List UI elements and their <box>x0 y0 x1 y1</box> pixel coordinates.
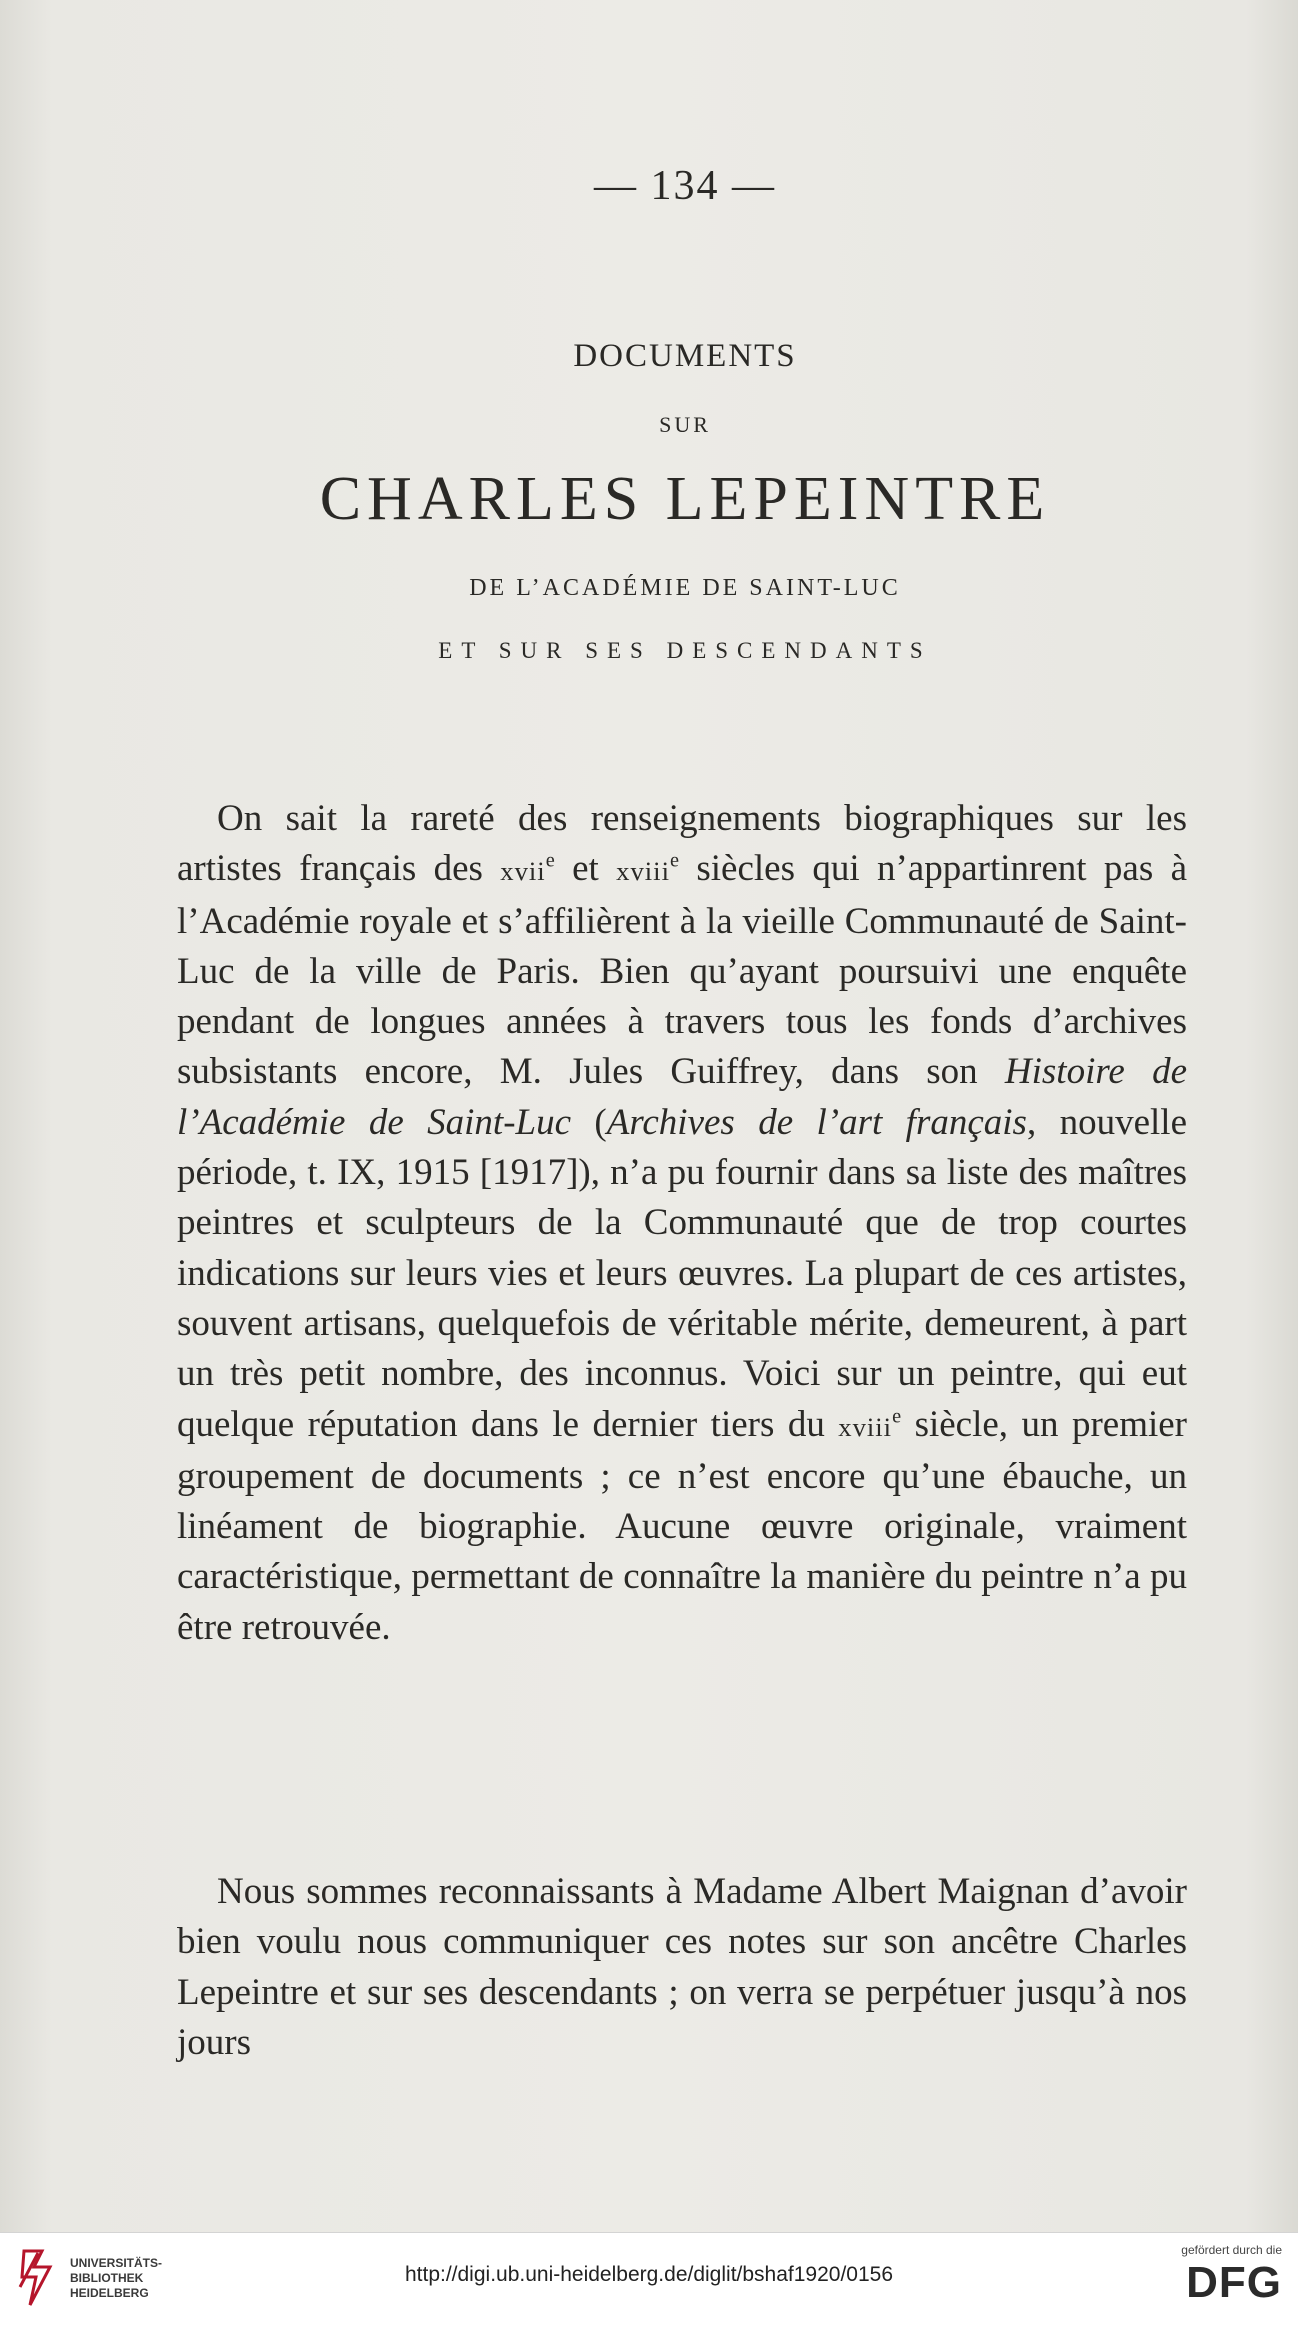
heading-descendants: ET SUR SES DESCENDANTS <box>438 638 932 663</box>
page-number: — 134 — <box>594 163 776 209</box>
paragraph-2-text: Nous sommes reconnaissants à Madame Albert Maignan d’avoir bien voulu nous communiquer ces notes sur son ancêtre Charles Lepeintre et sur ses descendants ; on verra se perpétuer jusqu’à nos jours <box>177 1871 1187 2063</box>
text-run: siècles qui n’appartinrent pas à l’Académie royale et s’affilièrent à la vieille Communauté de Saint-Luc de la ville de Paris. Bien qu’ayant poursuivi une enquête pendant de longues années à travers tous les fonds d’archives subsistants encore, M. Jules Guiffrey, dans son <box>177 848 1188 1093</box>
heading-name: CHARLES LEPEINTRE <box>319 465 1051 533</box>
funded-by-text: gefördert durch die <box>1181 2243 1282 2257</box>
text-run: siècle, un premier groupement de documents ; ce n’est encore qu’une ébauche, un linéament de biographie. Aucune œuvre originale, vraiment caractéristique, permettant de connaître la manière du peintre n’a pu être retrouvée. <box>177 1403 1187 1648</box>
superscript-e: e <box>892 1405 902 1428</box>
paragraph-1 <box>177 794 1187 1653</box>
permalink-url[interactable]: http://digi.ub.uni-heidelberg.de/diglit/bshaf1920/0156 <box>404 2263 894 2286</box>
text-run: , nouvelle période, t. IX, 1915 [1917]), n’a pu fournir dans sa liste des maîtres peintres et sculpteurs de la Communauté que de trop courtes indications sur leurs vies et leurs œuvres. La plupart de ces artistes, souvent artisans, quelquefois de véritable mérite, demeurent, à part un très petit nombre, des inconnus. Voici sur un peintre, qui eut quelque réputation dans le dernier tiers du <box>177 1101 1187 1445</box>
text-run: et <box>554 848 617 890</box>
dfg-wordmark: DFG <box>1186 2258 1282 2307</box>
superscript-e: e <box>669 849 680 872</box>
heading-sur: SUR <box>659 412 711 437</box>
paragraph-2 <box>177 1867 1187 2068</box>
century-18: xviii <box>616 856 670 887</box>
library-line-3: HEIDELBERG <box>70 2286 149 2300</box>
dfg-logo[interactable] <box>1142 2243 1282 2309</box>
century-18-second: xviii <box>838 1411 893 1442</box>
heading-documents: DOCUMENTS <box>573 338 797 374</box>
title-histoire: Histoire de l’Académie de Saint-Luc <box>177 1051 1187 1143</box>
library-line-2: BIBLIOTHEK <box>70 2271 144 2285</box>
text-run: ( <box>571 1101 607 1143</box>
superscript-e: e <box>545 849 555 872</box>
footer-bar <box>0 2232 1298 2326</box>
text-run: On sait la rareté des renseignements biographiques sur les artistes français des <box>177 798 1187 890</box>
heading-academie: DE L’ACADÉMIE DE SAINT-LUC <box>469 575 901 601</box>
library-line-1: UNIVERSITÄTS- <box>70 2256 163 2270</box>
title-archives: Archives de l’art français <box>606 1101 1027 1143</box>
century-17: xvii <box>500 856 546 887</box>
